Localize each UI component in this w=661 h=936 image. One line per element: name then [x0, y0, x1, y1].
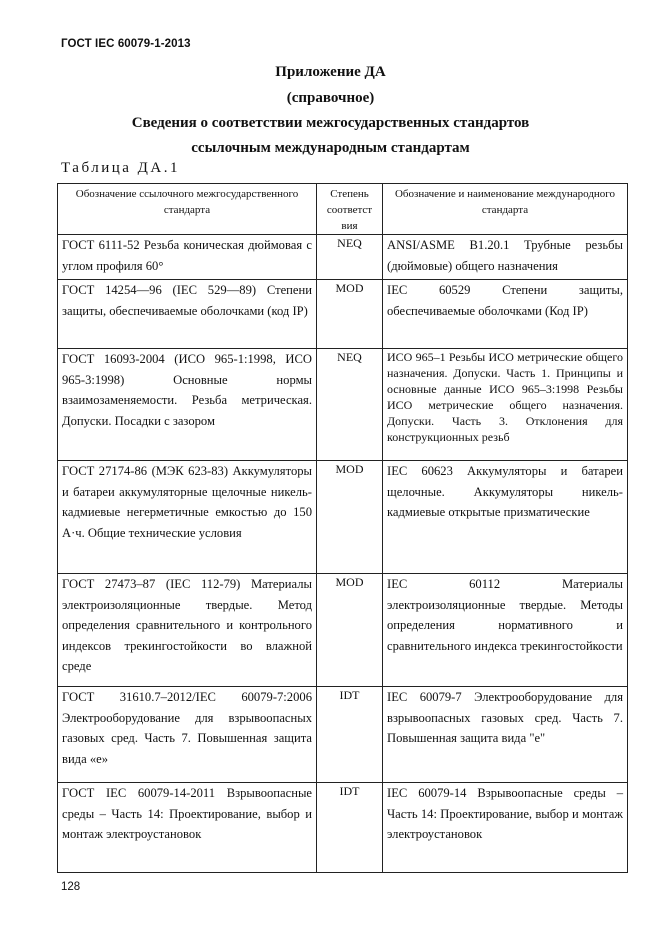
- degree-cell: IDT: [317, 783, 383, 873]
- header-degree-of-conformity: Степень соответст вия: [317, 184, 383, 235]
- degree-cell: MOD: [317, 574, 383, 687]
- interstate-standard-cell: ГОСТ IEC 60079-14-2011 Взрывоопасные среды – Часть 14: Проектирование, выбор и монтаж электроустановок: [58, 783, 317, 873]
- international-standard-cell: ИСО 965–1 Резьбы ИСО метрические общего назначения. Допуски. Часть 1. Принципы и основные данные ИСО 965–3:1998 Резьбы ИСО метрические общего назначения. Допуски. Часть 3. Отклонения для конструкционных резьб: [383, 349, 628, 461]
- page-number: 128: [61, 881, 81, 893]
- international-standard-cell: IEC 60623 Аккумуляторы и батареи щелочные. Аккумуляторы никель-кадмиевые открытые призматические: [383, 461, 628, 574]
- international-standard-cell: IEC 60112 Материалы электроизоляционные твердые. Методы определения нормативного и сравнительного индекса трекингостойкости: [383, 574, 628, 687]
- degree-cell: NEQ: [317, 349, 383, 461]
- degree-cell: NEQ: [317, 235, 383, 280]
- degree-cell: MOD: [317, 461, 383, 574]
- international-standard-cell: IEC 60079-7 Электрооборудование для взрывоопасных газовых сред. Часть 7. Повышенная защита вида "е": [383, 687, 628, 783]
- correspondence-table: [57, 183, 628, 873]
- table-row: [58, 687, 628, 783]
- international-standard-cell: IEC 60529 Степени защиты, обеспечиваемые оболочками (Код IP): [383, 280, 628, 349]
- interstate-standard-cell: ГОСТ 27174-86 (МЭК 623-83) Аккумуляторы и батареи аккумуляторные щелочные никель-кадмиевые негерметичные емкостью до 150 А·ч. Общие технические условия: [58, 461, 317, 574]
- table-row: [58, 349, 628, 461]
- international-standard-cell: ANSI/ASME B1.20.1 Трубные резьбы (дюймовые) общего назначения: [383, 235, 628, 280]
- interstate-standard-cell: ГОСТ 6111-52 Резьба коническая дюймовая с углом профиля 60°: [58, 235, 317, 280]
- appendix-heading-line-2: ссылочным международным стандартам: [191, 140, 470, 156]
- degree-cell: IDT: [317, 687, 383, 783]
- header-interstate-standard: Обозначение ссылочного межгосударственного стандарта: [58, 184, 317, 235]
- table-row: [58, 280, 628, 349]
- standard-code-header: ГОСТ IEC 60079-1-2013: [61, 38, 191, 50]
- appendix-reference-note: (справочное): [286, 90, 375, 106]
- table-row: [58, 461, 628, 574]
- interstate-standard-cell: ГОСТ 14254—96 (IEC 529—89) Степени защиты, обеспечиваемые оболочками (код IP): [58, 280, 317, 349]
- table-row: [58, 574, 628, 687]
- header-international-standard: Обозначение и наименование международного стандарта: [383, 184, 628, 235]
- appendix-title: Приложение ДА: [275, 64, 386, 80]
- table-row: [58, 783, 628, 873]
- appendix-heading-line-1: Сведения о соответствии межгосударственных стандартов: [131, 115, 530, 131]
- table-header-row: [58, 184, 628, 235]
- interstate-standard-cell: ГОСТ 31610.7–2012/IEC 60079-7:2006 Электрооборудование для взрывоопасных газовых сред. Часть 7. Повышенная защита вида «е»: [58, 687, 317, 783]
- interstate-standard-cell: ГОСТ 16093-2004 (ИСО 965-1:1998, ИСО 965-3:1998) Основные нормы взаимозаменяемости. Резьба метрическая. Допуски. Посадки с зазором: [58, 349, 317, 461]
- table-row: [58, 235, 628, 280]
- degree-cell: MOD: [317, 280, 383, 349]
- interstate-standard-cell: ГОСТ 27473–87 (IEC 112-79) Материалы электроизоляционные твердые. Метод определения сравнительного и контрольного индексов трекингостойкости во влажной среде: [58, 574, 317, 687]
- table-caption: Таблица ДА.1: [61, 160, 180, 176]
- international-standard-cell: IEC 60079-14 Взрывоопасные среды – Часть 14: Проектирование, выбор и монтаж электроустановок: [383, 783, 628, 873]
